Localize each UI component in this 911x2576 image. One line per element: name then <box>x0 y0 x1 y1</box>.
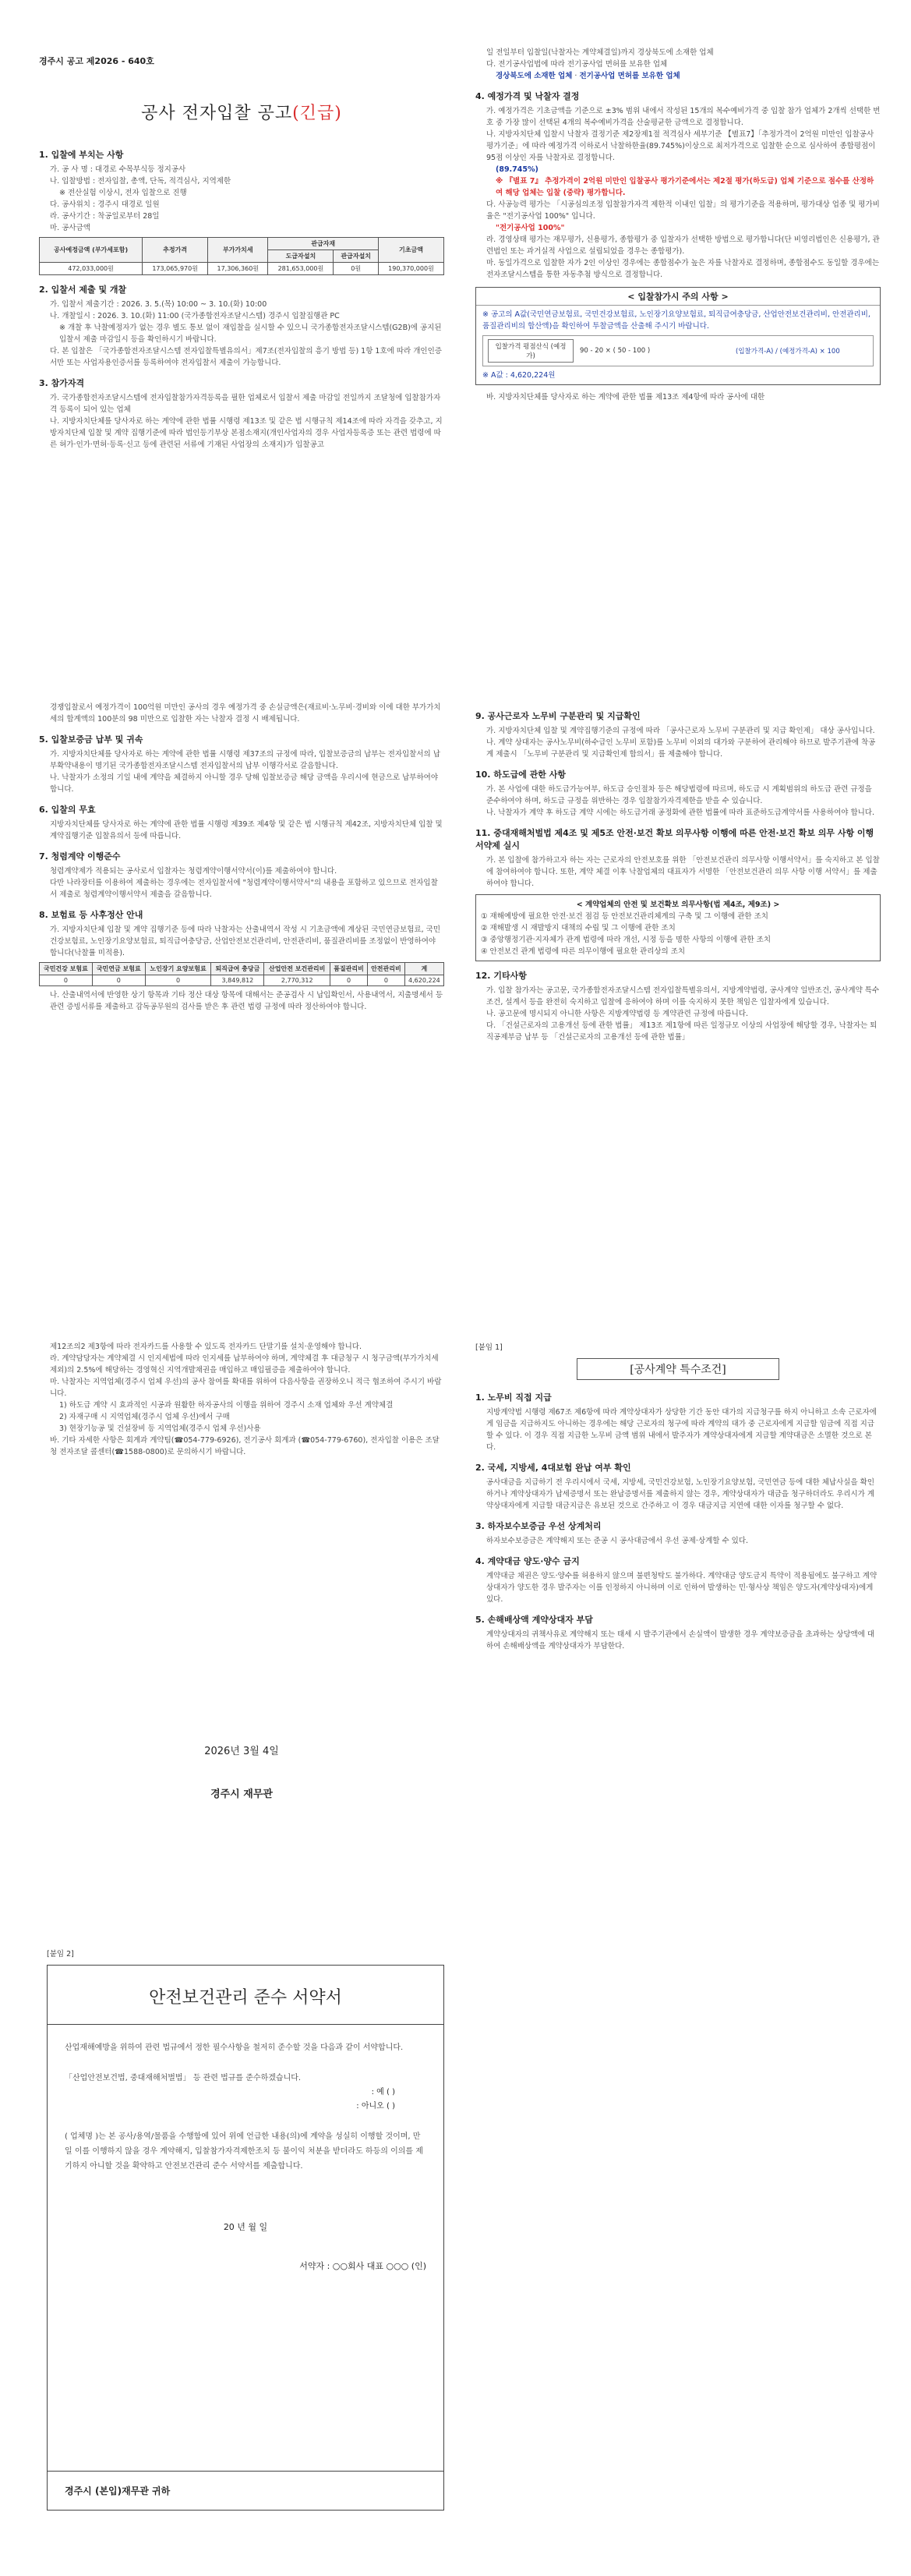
ins-th: 품질관리비 <box>330 963 368 975</box>
p3-line: 제12조의2 제3항에 따라 전자카드를 사용할 수 있도록 전자카드 단말기를 설치·운영해야 합니다. <box>50 1343 362 1351</box>
cost-cell: 472,033,000원 <box>40 263 143 275</box>
s10-line: 가. 본 사업에 대한 하도급가능여부, 하도급 승인절차 등은 해당법령에 따르며, 하도급 시 계획범위의 하도급 관련 규정을 준수하여야 하며, 하도급 규정을 위반하는 경우 입찰참가자격제한을 받을 수 있습니다. <box>486 785 872 805</box>
sp-text: 공사대금을 지급하기 전 우리시에서 국세, 지방세, 국민건강보험, 노인장기요양보험, 국민연금 등에 대한 체납사실을 확인하거나 계약상대자가 납세증명서 또는 완납증명서를 제출하지 않는 경우, 계약상대자가 대금을 청구하더라도 우리시가 계약상대자에게 지급할 대금지급은 유보된 것으로 간주하고 이 경우 대금지급 지연에 대한 이자를 청구할 수 없다. <box>486 1478 875 1510</box>
oath-title: 안전보건관리 준수 서약서 <box>48 1966 443 2025</box>
ins-cell: 0 <box>330 975 368 986</box>
s3-line: 나. 지방자치단체를 당사자로 하는 계약에 관한 법률 시행령 제13조 및 같은 법 시행규칙 제14조에 따라 자격을 갖추고, 지방자치단체 입찰 및 계약 집행기준에 따라 법인등기부상 본점소재지(개인사업자의 경우 사업자등록증 또는 관련 법령에 따른 허가·인가·면허·등록·신고 등에 관련된 서류에 기재된 사업장의 소재지)가 입찰공고 <box>50 417 443 449</box>
s4-heading: 4. 예정가격 및 낙찰자 결정 <box>475 91 580 101</box>
attach-1-tag: [붙임 1] <box>475 1343 503 1352</box>
emph-100: "전기공사업 100%" <box>496 224 565 232</box>
page-4 <box>0 1926 911 2576</box>
sp-heading: 5. 손해배상액 계약상대자 부담 <box>475 1615 593 1625</box>
s5-line: 나. 낙찰자가 소정의 기일 내에 계약을 체결하지 아니할 경우 당해 입찰보증금 해당 금액을 우리시에 현금으로 납부하여야 합니다. <box>50 773 438 794</box>
s5-line: 가. 지방자치단체를 당사자로 하는 계약에 관한 법률 시행령 제37조의 규정에 따라, 입찰보증금의 납부는 전자입찰서의 납부확약내용이 명기된 국가종합전자조달시스템 전자입찰서의 납부 이행각서로 갈음합니다. <box>50 750 440 770</box>
notice-title <box>39 100 444 124</box>
p1-left-column <box>39 140 444 451</box>
formula-mid: 90 - 20 × ( 50 - 100 ) <box>580 347 651 355</box>
s7-line: 다만 나라장터를 이용하여 제출하는 경우에는 전자입찰서에 "청렴계약이행서약서"의 내용을 포함하고 있으므로 전자입찰서 제출로 청렴계약이행서약서 제출을 갈음합니다. <box>50 879 438 899</box>
page-1 <box>0 0 911 671</box>
formula-left: 입찰가격 평점산식 (예정가) <box>488 339 574 363</box>
p3-right-column <box>475 1341 881 1652</box>
s12-heading: 12. 기타사항 <box>475 971 527 981</box>
s8-line: 나. 산출내역서에 반영한 상기 항목과 기타 정산 대상 항목에 대해서는 준공검사 시 납입확인서, 사용내역서, 지출명세서 등 관련 증빙서류를 제출하고 감독공무원의 검사를 받은 후 관련 법령 규정에 따라 정산하여야 합니다. <box>50 991 443 1011</box>
caution-title: < 입찰참가시 주의 사항 > <box>476 288 880 306</box>
s9-line: 가. 지방자치단체 입찰 및 계약집행기준의 규정에 따라 「공사근로자 노무비 구분관리 및 지급 확인제」 대상 공사입니다. <box>486 727 875 735</box>
a-value: ※ A값 : 4,620,224원 <box>482 371 556 380</box>
rt-text: 다. 전기공사업법에 따라 전기공사업 면허를 보유한 업체 <box>486 60 668 69</box>
s4-line: 다. 사공능력 평가는 「시공심의조정 입찰참가자격 제한적 이내인 입찰」의 평가기준을 적용하며, 평가대상 업종 및 평가비율은 "전기공사업 100%" 입니다. <box>486 200 880 221</box>
sp-heading: 1. 노무비 직접 지급 <box>475 1392 552 1403</box>
s4-line: 라. 경영상태 평가는 재무평가, 신용평가, 종합평가 중 입찰자가 선택한 방법으로 평가합니다(단 비영리법인은 신용평가, 관련법인 또는 과거실적 사업으로 설립되었을 경우는 종합평가). <box>486 235 880 256</box>
notice-org: 경주시 재무관 <box>210 1789 273 1800</box>
obligation-title: < 계약업체의 안전 및 보건확보 의무사항(법 제4조, 제9조) > <box>576 901 780 909</box>
caution-text: ※ 공고의 A값(국민연금보험료, 국민건강보험료, 노인장기요양보험료, 퇴직급여충당금, 산업안전보건관리비, 안전관리비, 품질관리비의 합산액)을 확인하여 투찰금액을 산출해 주시기 바랍니다. <box>482 310 870 331</box>
p3-line: 1) 하도급 계약 시 효과적인 시공과 원활한 하자공사의 이행을 위하여 경주시 소재 업체와 우선 계약체결 <box>59 1401 394 1410</box>
obligation-item: ③ 중앙행정기관·지자체가 관계 법령에 따라 개선, 시정 등을 명한 사항의 이행에 관한 조치 <box>481 936 771 944</box>
p3-line: 라. 계약담당자는 계약체결 시 인지세법에 따라 인지세를 납부하여야 하며, 계약체결 후 대금청구 시 청구금액(부가가치세 제외)의 2.5%에 해당하는 경영혁신 지역개발채권을 매입하고 매입필증을 제출하여야 합니다. <box>50 1354 439 1375</box>
p2-left-column <box>39 702 444 1013</box>
sp-text: 지방계약법 시행령 제67조 제6항에 따라 계약상대자가 상당한 기간 동안 대가의 지급청구를 하지 아니하고 소속 근로자에게 임금을 지급하지도 아니하는 경우에는 해당 근로자의 청구에 따라 계약의 대가 중 근로자에게 지급할 임금에 직접 지급할 수 있다. 이 경우 직접 지급한 노무비 금액 범위 내에서 발주자가 계약상대자에게 지급할 계약대금은 소멸한 것으로 본다. <box>486 1408 877 1452</box>
sp-heading: 4. 계약대금 양도·양수 금지 <box>475 1556 580 1566</box>
cost-th: 관급자재 <box>268 238 379 250</box>
special-terms-title: [공사계약 특수조건] <box>577 1358 779 1380</box>
ins-th: 국민연금 보험료 <box>92 963 145 975</box>
cost-table <box>39 237 444 275</box>
caution-box <box>475 287 881 385</box>
s10-heading: 10. 하도급에 관한 사항 <box>475 770 566 780</box>
doc-number: 경주시 공고 제2026 - 640호 <box>39 56 154 66</box>
formula-box <box>482 335 874 366</box>
oath-para-2: 「산업안전보건법, 중대재해처벌법」 등 관련 법규를 준수하겠습니다. <box>65 2074 302 2082</box>
s1-line: ※ 전산실험 이상시, 전자 입찰으로 진행 <box>59 189 187 197</box>
ins-cell: 2,770,312 <box>264 975 330 986</box>
insurance-table <box>39 962 444 986</box>
cost-cell: 173,065,970원 <box>143 263 208 275</box>
pct-value: (89.745%) <box>496 165 538 174</box>
oath-no: : 아니오 ( ) <box>356 2102 395 2111</box>
p3-line: 바. 기타 자세한 사항은 회계과 계약팀(☎054-779-6926), 전기공사 회계과 (☎054-779-6760), 전자입찰 이용은 조달청 전자조달 콜센터(☎1588-0800)로 문의하시기 바랍니다. <box>50 1436 440 1456</box>
sp-text: 하자보수보증금은 계약해지 또는 준공 시 공사대금에서 우선 공제·상계할 수 있다. <box>486 1537 749 1545</box>
cost-subth: 도급자설치 <box>268 250 334 263</box>
s3-line: 가. 국가종합전자조달시스템에 전자입찰참가자격등록을 필한 업체로서 입찰서 제출 마감일 전일까지 조달청에 입찰참가자격 등록이 되어 있는 업체 <box>50 394 441 414</box>
s4-line: 나. 지방자치단체 입찰시 낙찰자 결정기준 제2장제1절 적격심사 세부기준 【별표7】「추정가격이 2억원 미만인 입찰공사 평가기준」에 따라 예정가격 이하로서 낙찰하한율(89.745%)이상으로 최저가격으로 입찰한 순으로 심사하여 종합평점이 95점 이상인 자를 낙찰자로 결정합니다. <box>486 130 876 162</box>
p2-intro: 경쟁입찰로서 예정가격이 100억원 미만인 공사의 경우 예정가격 중 손실금액은(재료비·노무비·경비와 이에 대한 부가가치세의 합계액의 100분의 98 미만으로 입찰한 자는 낙찰자 결정 시 배제됩니다. <box>50 703 441 724</box>
page-3 <box>0 1279 911 1926</box>
p2-right-column <box>475 702 881 1043</box>
cost-th: 공사예정금액 (부가세포함) <box>40 238 143 263</box>
ins-cell: 4,620,224 <box>404 975 443 986</box>
obligation-item: ② 재해발생 시 재발방지 대책의 수립 및 그 이행에 관한 조치 <box>481 924 676 932</box>
rt-text: 일 전일부터 입찰일(낙찰자는 계약체결일)까지 경상북도에 소재한 업체 <box>486 48 714 57</box>
s1-line: 가. 공 사 명 : 대경로 수목부식등 정지공사 <box>50 165 186 174</box>
s5-heading: 5. 입찰보증금 납부 및 귀속 <box>39 734 143 745</box>
s11-heading: 11. 중대재해처벌법 제4조 및 제5조 안전·보건 확보 의무사항 이행에 따른 안전·보건 확보 의무 사항 이행 서약제 실시 <box>475 828 874 851</box>
title-urgent: (긴급) <box>292 104 342 123</box>
p3-left-column <box>39 1341 444 1458</box>
rt-line <box>475 47 881 58</box>
rt-blue-1: 경상북도에 소재한 업체 <box>496 72 573 80</box>
sp-text: 계약대금 채권은 양도·양수를 허용하지 않으며 불편청탁도 불가하다. 계약대금 양도금지 특약이 적용됨에도 불구하고 계약상대자가 양도한 경우 발주자는 이를 인정하지 아니하며 이로 인하여 발생하는 민·형사상 책임은 양도자(계약상대자)에게 있다. <box>486 1572 877 1604</box>
s1-heading: 1. 입찰에 부치는 사항 <box>39 150 124 160</box>
s1-line: 다. 공사위치 : 경주시 대경로 일원 <box>50 200 160 209</box>
rb-line: 바. 지방자치단체를 당사자로 하는 계약에 관한 법률 제13조 제4항에 따라 공사에 대한 <box>486 393 765 402</box>
obligation-item: ① 재해예방에 필요한 안전·보건 점검 등 안전보건관리체계의 구축 및 그 이행에 관한 조치 <box>481 912 768 921</box>
oath-footer: 경주시 (본입)재무관 귀하 <box>48 2471 443 2510</box>
p1-right-column <box>475 47 881 403</box>
cost-cell: 190,370,000원 <box>378 263 443 275</box>
caution-body <box>476 306 880 384</box>
page-2 <box>0 671 911 1279</box>
s6-heading: 6. 입찰의 무효 <box>39 805 96 815</box>
ins-cell: 3,849,812 <box>211 975 264 986</box>
s12-line: 다. 「건설근로자의 고용개선 등에 관한 법률」 제13조 제1항에 따른 일정규모 이상의 사업장에 해당할 경우, 낙찰자는 퇴직공제부금 납부 등 「건설근로자의 고용개선 등에 관한 법률」 <box>486 1021 877 1042</box>
cost-th: 추정가격 <box>143 238 208 263</box>
ins-th: 산업안전 보건관리비 <box>264 963 330 975</box>
sp-heading: 3. 하자보수보증금 우선 상계처리 <box>475 1521 602 1531</box>
s2-heading: 2. 입찰서 제출 및 개찰 <box>39 285 127 295</box>
s11-line: 가. 본 입찰에 참가하고자 하는 자는 근로자의 안전보호를 위한 「안전보건관리 의무사항 이행서약서」를 숙지하고 본 입찰에 참여하여야 합니다. 또한, 계약 체결 이후 낙찰업체의 대표자가 서명한 「안전보건관리 의무 사항 이행 서약서」를 제출하여야 합니다. <box>486 856 880 888</box>
oath-date: 20 년 월 일 <box>223 2222 268 2232</box>
obligation-box <box>475 894 881 961</box>
ins-th: 국민건강 보험료 <box>40 963 93 975</box>
sp-text: 계약상대자의 귀책사유로 계약해지 또는 태세 시 발주기관에서 손실액이 발생한 경우 계약보증금을 초과하는 상당액에 대하여 손해배상액을 계약상대자가 부담한다. <box>486 1630 875 1651</box>
s9-heading: 9. 공사근로자 노무비 구분관리 및 지급확인 <box>475 711 641 721</box>
oath-para-1: 산업재해예방을 위하여 관련 법규에서 정한 필수사항을 철저히 준수할 것을 다음과 같이 서약합니다. <box>65 2043 404 2052</box>
cost-cell: 17,306,360원 <box>208 263 268 275</box>
ins-cell: 0 <box>367 975 404 986</box>
s1-line: 라. 공사기간 : 착공일로부터 28일 <box>50 212 160 221</box>
oath-para-3: ( 업체명 )는 본 공사/용역/물품을 수행함에 있어 위에 언급한 내용(의)에 계약을 성실히 이행할 것이며, 만일 이를 이행하지 않을 경우 계약해지, 입찰참가자격제한조치 등 불이익 처분을 받더라도 하등의 이의를 제기하지 아니할 것을 확약하고 안전보건관리 준수 서약서를 제출합니다. <box>65 2132 423 2171</box>
s2-line: ※ 개찰 후 낙찰예정자가 없는 경우 별도 통보 없이 재입찰을 실시할 수 있으니 국가종합전자조달시스템(G2B)에 공지된 입찰서 제출 마감일시 등을 확인하시기 바랍니다. <box>59 324 442 344</box>
s2-line: 나. 개찰일시 : 2026. 3. 10.(화) 11:00 (국가종합전자조달시스템) 경주시 입찰집행관 PC <box>50 312 340 320</box>
sp-heading: 2. 국세, 지방세, 4대보험 완납 여부 확인 <box>475 1463 631 1473</box>
s10-line: 나. 낙찰자가 계약 후 하도급 계약 시에는 하도급거래 공정화에 관한 법률에 따라 표준하도급계약서를 사용하여야 합니다. <box>486 809 874 817</box>
rt-line <box>475 58 881 70</box>
notice-date: 2026년 3월 4일 <box>204 1746 279 1757</box>
oath-signer: 서약자 : ○○회사 대표 ○○○ (인) <box>299 2261 426 2271</box>
ins-th: 퇴직급여 충당금 <box>211 963 264 975</box>
ins-cell: 0 <box>40 975 93 986</box>
cost-th: 부가가치세 <box>208 238 268 263</box>
cost-th: 기초금액 <box>378 238 443 263</box>
p3-line: 마. 낙찰자는 지역업체(경주시 업체 우선)의 공사 참여를 확대를 위하여 다음사항을 권장하오니 적극 협조하여 주시기 바랍니다. <box>50 1378 442 1398</box>
s4-emphasis-pct <box>475 164 881 175</box>
ins-th: 계 <box>404 963 443 975</box>
ins-th: 안전관리비 <box>367 963 404 975</box>
rt-emphasis: 경상북도에 소재한 업체 · 전기공사업 면허를 보유한 업체 <box>496 72 680 80</box>
cost-cell: 281,653,000원 <box>268 263 334 275</box>
cost-subth: 관급자설치 <box>334 250 379 263</box>
ins-th: 노인장기 요양보험료 <box>145 963 211 975</box>
s1-line: 마. 공사금액 <box>50 224 90 232</box>
s3-heading: 3. 참가자격 <box>39 378 85 388</box>
s8-heading: 8. 보험료 등 사후정산 안내 <box>39 910 143 920</box>
p3-line: 3) 현장기능공 및 건설장비 등 지역업체(경주시 업체 우선)사용 <box>59 1424 261 1433</box>
s4-red-note: ※ 『별표 7』 추정가격이 2억원 미만인 입찰공사 평가기준에서는 제2절 평가(하도급) 업체 기준으로 점수를 산정하여 해당 업체는 입찰 (중략) 평가합니다. <box>496 177 874 197</box>
rt-blue-2: 전기공사업 면허를 보유한 업체 <box>579 72 680 80</box>
s12-line: 나. 공고문에 명시되지 아니한 사항은 지방계약법령 등 계약관련 규정에 따릅니다. <box>486 1010 749 1018</box>
cost-cell: 0원 <box>334 263 379 275</box>
s7-line: 청렴계약제가 적용되는 공사로서 입찰자는 청렴계약이행서약서(이)를 제출하여야 합니다. <box>50 867 337 876</box>
s8-line: 가. 지방자치단체 입찰 및 계약 집행기준 등에 따라 낙찰자는 산출내역서 작성 시 기초금액에 계상된 국민연금보험료, 국민건강보험료, 노인장기요양보험료, 퇴직급여충당금, 산업안전보건관리비, 안전관리비, 품질관리비를 조정없이 반영하여야 합니다(낙찰률 미적용). <box>50 925 441 957</box>
s1-line: 나. 입찰방법 : 전자입찰, 총액, 단독, 적격심사, 지역제한 <box>50 177 231 186</box>
s4-line: 마. 동일가격으로 입찰한 자가 2인 이상인 경우에는 종합점수가 높은 자를 낙찰자로 결정하며, 종합점수도 동일할 경우에는 전자조달시스템을 통한 자동추첨 방식으로 결정합니다. <box>486 259 880 279</box>
s12-line: 가. 입찰 참가자는 공고문, 국가종합전자조달시스템 전자입찰특별유의서, 지방계약법령, 공사계약 일반조건, 공사계약 특수조건, 설계서 등을 완전히 숙지하고 입찰에 응하여야 하며 이를 숙지하지 못한 책임은 입찰자에게 있습니다. <box>486 986 880 1007</box>
formula-right: (입찰가격-A) / (예정가격-A) × 100 <box>736 348 840 356</box>
s7-heading: 7. 청렴계약 이행준수 <box>39 851 121 862</box>
safety-oath-form <box>47 1965 444 2511</box>
s4-emphasis-100 <box>475 222 881 234</box>
s9-line: 나. 계약 상대자는 공사노무비(하수급인 노무비 포함)를 노무비 이외의 대가와 구분하여 관리해야 하므로 발주기관에 착공계 제출시 「노무비 구분관리 및 지급확인제 합의서」를 제출해야 합니다. <box>486 738 876 759</box>
oath-yes: : 예 ( ) <box>371 2088 395 2097</box>
title-main: 공사 전자입찰 공고 <box>141 104 293 123</box>
s2-line: 다. 본 입찰은 「국가종합전자조달시스템 전자입찰특별유의서」제7조(전자입찰의 흥기 방법 등) 1항 1호에 따라 개인인증서만 또는 사업자용인증서를 등록하여야 전자입찰서 제출이 가능합니다. <box>50 347 442 367</box>
p3-line: 2) 자재구매 시 지역업체(경주시 업체 우선)에서 구매 <box>59 1413 230 1421</box>
ins-cell: 0 <box>92 975 145 986</box>
obligation-item: ④ 안전보건 관계 법령에 따른 의무이행에 필요한 관리상의 조치 <box>481 947 686 956</box>
ins-cell: 0 <box>145 975 211 986</box>
s4-line: 가. 예정가격은 기초금액을 기준으로 ±3% 범위 내에서 작성된 15개의 복수예비가격 중 입찰 참가 업체가 2개씩 선택한 번호 중 가장 많이 선택된 4개의 복수예비가격을 산술평균한 금액으로 결정합니다. <box>486 107 881 127</box>
s6-line: 지방자치단체를 당사자로 하는 계약에 관한 법률 시행령 제39조 제4항 및 같은 법 시행규칙 제42조, 지방자치단체 입찰 및 계약집행기준 입찰유의서 등에 따릅니다. <box>50 820 443 840</box>
attach-2-tag: [붙임 2] <box>47 1950 74 1959</box>
s2-line: 가. 입찰서 제출기간 : 2026. 3. 5.(목) 10:00 ~ 3. 10.(화) 10:00 <box>50 300 267 309</box>
